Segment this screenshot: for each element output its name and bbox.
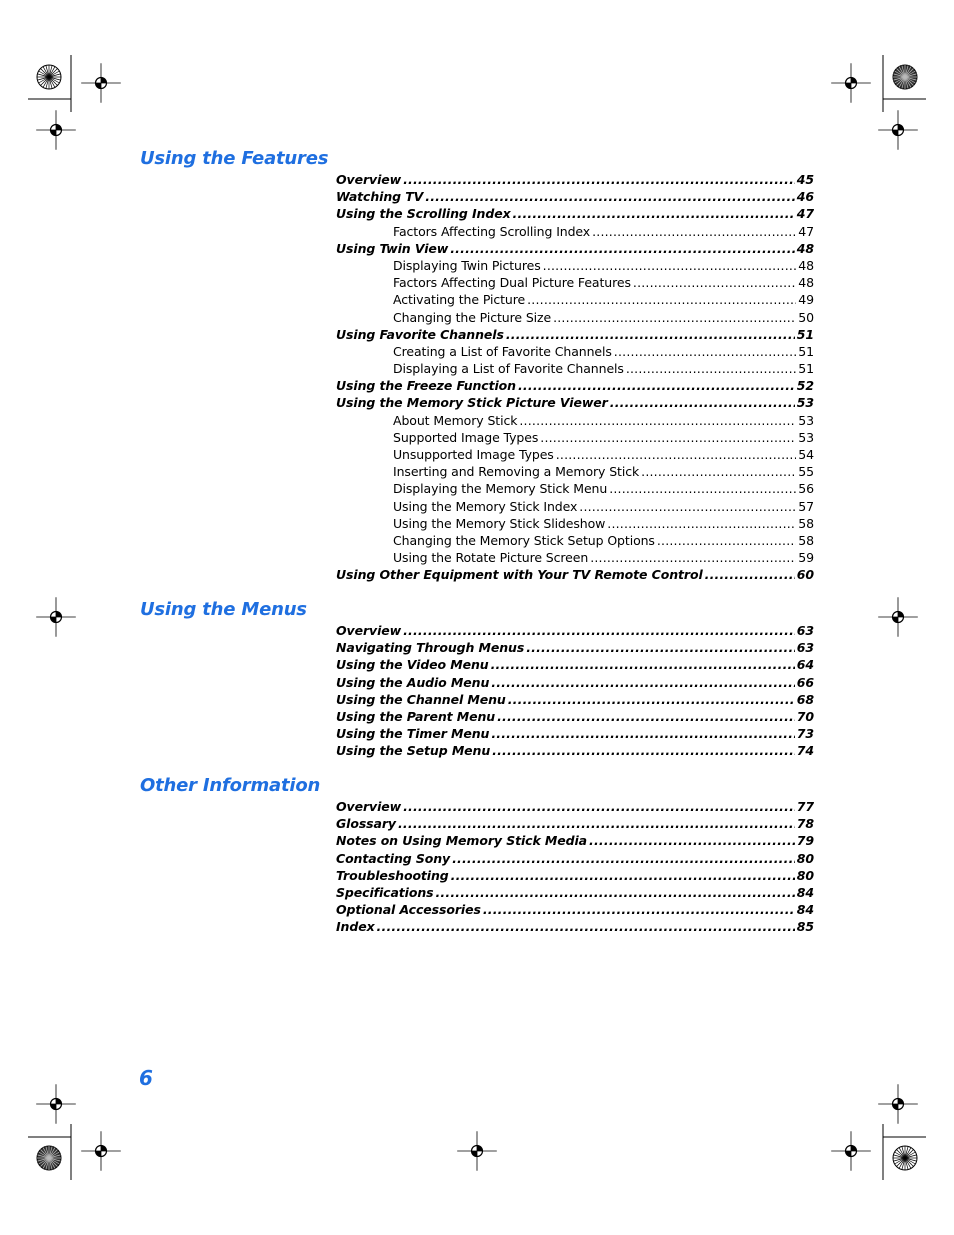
- toc-entry-page: 80: [796, 867, 814, 883]
- toc-entry-page: 48: [796, 240, 814, 256]
- toc-entry-page: 85: [796, 919, 814, 935]
- toc-entry[interactable]: [336, 742, 814, 759]
- toc-list-other-information: [336, 798, 814, 936]
- registration-starburst-icon: [893, 1146, 917, 1170]
- toc-entry-page: 53: [798, 429, 814, 445]
- dot-leader: [398, 815, 795, 832]
- dot-leader: [518, 377, 795, 394]
- dot-leader: [491, 725, 794, 742]
- toc-entry-title: Using Twin View: [336, 240, 449, 256]
- registration-starburst-icon: [893, 65, 917, 89]
- registration-crosshair-icon: [457, 1131, 497, 1171]
- toc-entry[interactable]: [336, 674, 814, 691]
- toc-entry[interactable]: [336, 725, 814, 742]
- toc-entry[interactable]: [336, 446, 814, 463]
- registration-crosshair-icon: [36, 597, 76, 637]
- dot-leader: [425, 188, 795, 205]
- toc-entry[interactable]: [336, 708, 814, 725]
- toc-entry[interactable]: [336, 884, 814, 901]
- dot-leader: [497, 708, 795, 725]
- dot-leader: [403, 798, 795, 815]
- toc-entry-page: 50: [798, 309, 814, 325]
- toc-entry[interactable]: [336, 532, 814, 549]
- toc-entry-title: Using Favorite Channels: [336, 326, 504, 342]
- toc-entry[interactable]: [336, 480, 814, 497]
- toc-entry-title: Displaying Twin Pictures: [393, 257, 541, 273]
- dot-leader: [590, 549, 796, 566]
- toc-entry-title: Index: [336, 919, 375, 935]
- dot-leader: [641, 463, 796, 480]
- toc-entry[interactable]: [336, 188, 814, 205]
- dot-leader: [610, 394, 795, 411]
- toc-entry-page: 51: [798, 361, 814, 377]
- toc-entry[interactable]: [336, 223, 814, 240]
- toc-entry-title: About Memory Stick: [393, 412, 518, 428]
- dot-leader: [626, 360, 796, 377]
- toc-entry[interactable]: [336, 850, 814, 867]
- toc-entry-title: Using the Freeze Function: [336, 378, 516, 394]
- toc-entry[interactable]: [336, 343, 814, 360]
- toc-entry-title: Specifications: [336, 884, 434, 900]
- toc-entry-page: 53: [798, 412, 814, 428]
- registration-crosshair-icon: [831, 1131, 871, 1171]
- dot-leader: [657, 532, 796, 549]
- dot-leader: [450, 240, 795, 257]
- dot-leader: [491, 656, 795, 673]
- registration-crosshair-icon: [831, 63, 871, 103]
- toc-entry-title: Using the Audio Menu: [336, 674, 490, 690]
- toc-entry-title: Supported Image Types: [393, 429, 539, 445]
- toc-entry-page: 58: [798, 532, 814, 548]
- toc-entry[interactable]: [336, 498, 814, 515]
- dot-leader: [543, 257, 797, 274]
- dot-leader: [553, 309, 796, 326]
- dot-leader: [508, 691, 795, 708]
- toc-entry[interactable]: [336, 257, 814, 274]
- toc-entry[interactable]: [336, 867, 814, 884]
- toc-entry[interactable]: [336, 291, 814, 308]
- toc-entry[interactable]: [336, 463, 814, 480]
- dot-leader: [589, 832, 795, 849]
- toc-entry-title: Factors Affecting Scrolling Index: [393, 223, 591, 239]
- toc-entry-page: 51: [798, 343, 814, 359]
- toc-entry[interactable]: [336, 656, 814, 673]
- registration-starburst-icon: [37, 1146, 61, 1170]
- dot-leader: [607, 515, 796, 532]
- toc-entry[interactable]: [336, 429, 814, 446]
- toc-entry-title: Using the Memory Stick Slideshow: [393, 515, 606, 531]
- dot-leader: [519, 412, 796, 429]
- toc-entry-page: 52: [796, 378, 814, 394]
- dot-leader: [592, 223, 796, 240]
- toc-entry[interactable]: [336, 240, 814, 257]
- toc-entry-title: Factors Affecting Dual Picture Features: [393, 275, 631, 291]
- toc-entry[interactable]: [336, 360, 814, 377]
- toc-entry-page: 73: [796, 726, 814, 742]
- toc-entry-title: Contacting Sony: [336, 850, 451, 866]
- toc-entry-title: Glossary: [336, 816, 396, 832]
- dot-leader: [527, 291, 796, 308]
- registration-crosshair-icon: [36, 110, 76, 150]
- toc-entry-title: Using the Setup Menu: [336, 743, 491, 759]
- toc-entry-page: 70: [796, 708, 814, 724]
- toc-entry-title: Using the Timer Menu: [336, 726, 490, 742]
- section-title-menus: Using the Menus: [140, 599, 307, 620]
- page-number: 6: [139, 1066, 153, 1090]
- toc-entry-title: Unsupported Image Types: [393, 447, 554, 462]
- toc-entry-title: Overview: [336, 623, 402, 638]
- toc-entry-page: 55: [798, 464, 814, 480]
- toc-entry[interactable]: [336, 639, 814, 656]
- toc-entry[interactable]: [336, 394, 814, 411]
- dot-leader: [403, 171, 795, 188]
- toc-entry-page: 57: [798, 498, 814, 514]
- dot-leader: [452, 850, 795, 867]
- toc-entry-title: Using the Memory Stick Index: [393, 498, 578, 514]
- registration-crosshair-icon: [878, 110, 918, 150]
- toc-list-menus: [336, 622, 814, 760]
- toc-entry-page: 45: [796, 172, 814, 187]
- toc-entry-title: Watching TV: [336, 189, 424, 205]
- toc-entry-title: Using the Parent Menu: [336, 708, 496, 724]
- toc-entry-page: 54: [798, 447, 814, 462]
- toc-entry[interactable]: [336, 832, 814, 849]
- toc-entry-page: 59: [798, 550, 814, 566]
- toc-entry-title: Optional Accessories: [336, 902, 481, 918]
- dot-leader: [491, 674, 795, 691]
- toc-entry[interactable]: [336, 274, 814, 291]
- dot-leader: [540, 429, 796, 446]
- toc-entry-page: 63: [796, 623, 814, 638]
- toc-entry[interactable]: [336, 326, 814, 343]
- dot-leader: [492, 742, 795, 759]
- registration-crosshair-icon: [36, 1084, 76, 1124]
- dot-leader: [633, 274, 796, 291]
- toc-entry-page: 58: [798, 515, 814, 531]
- toc-entry[interactable]: [336, 566, 814, 583]
- toc-entry-page: 68: [796, 691, 814, 707]
- toc-entry-title: Using the Memory Stick Picture Viewer: [336, 395, 608, 411]
- toc-list-features: [336, 171, 814, 584]
- registration-crosshair-icon: [878, 1084, 918, 1124]
- toc-entry-page: 47: [796, 206, 814, 222]
- toc-entry-page: 46: [796, 189, 814, 205]
- registration-crosshair-icon: [81, 63, 121, 103]
- toc-entry[interactable]: [336, 412, 814, 429]
- toc-entry-title: Displaying a List of Favorite Channels: [393, 361, 624, 377]
- toc-entry-title: Overview: [336, 799, 402, 814]
- toc-entry[interactable]: [336, 515, 814, 532]
- toc-entry-title: Changing the Memory Stick Setup Options: [393, 532, 655, 548]
- dot-leader: [526, 639, 795, 656]
- toc-entry-page: 48: [798, 275, 814, 291]
- registration-crosshair-icon: [878, 597, 918, 637]
- dot-leader: [377, 918, 795, 935]
- dot-leader: [451, 867, 795, 884]
- section-title-features: Using the Features: [140, 148, 329, 169]
- toc-entry-page: 84: [796, 884, 814, 900]
- dot-leader: [556, 446, 797, 463]
- toc-entry-title: Navigating Through Menus: [336, 640, 525, 656]
- toc-entry-title: Using the Scrolling Index: [336, 206, 511, 222]
- toc-entry-page: 84: [796, 902, 814, 918]
- toc-entry[interactable]: [336, 622, 814, 639]
- toc-entry-page: 51: [796, 326, 814, 342]
- toc-entry[interactable]: [336, 171, 814, 188]
- toc-entry[interactable]: [336, 798, 814, 815]
- dot-leader: [403, 622, 795, 639]
- toc-entry-page: 49: [798, 292, 814, 308]
- dot-leader: [435, 884, 794, 901]
- toc-entry-title: Activating the Picture: [393, 292, 526, 308]
- registration-starburst-icon: [37, 65, 61, 89]
- toc-entry[interactable]: [336, 901, 814, 918]
- dot-leader: [705, 566, 795, 583]
- toc-entry-page: 80: [796, 850, 814, 866]
- toc-entry-page: 48: [798, 257, 814, 273]
- toc-entry-title: Using the Channel Menu: [336, 691, 506, 707]
- toc-entry-page: 53: [796, 395, 814, 411]
- toc-entry[interactable]: [336, 549, 814, 566]
- toc-entry-title: Overview: [336, 172, 402, 187]
- toc-entry[interactable]: [336, 205, 814, 222]
- toc-entry-title: Troubleshooting: [336, 867, 449, 883]
- toc-entry-page: 79: [796, 833, 814, 849]
- toc-entry[interactable]: [336, 815, 814, 832]
- toc-entry-page: 66: [796, 674, 814, 690]
- dot-leader: [579, 498, 796, 515]
- toc-entry[interactable]: [336, 309, 814, 326]
- toc-entry[interactable]: [336, 377, 814, 394]
- toc-entry[interactable]: [336, 691, 814, 708]
- toc-entry-title: Inserting and Removing a Memory Stick: [393, 464, 640, 480]
- registration-crosshair-icon: [81, 1131, 121, 1171]
- dot-leader: [609, 480, 796, 497]
- toc-entry-title: Using the Video Menu: [336, 657, 489, 673]
- toc-entry[interactable]: [336, 918, 814, 935]
- toc-entry-page: 78: [796, 816, 814, 832]
- toc-entry-page: 77: [796, 799, 814, 814]
- toc-entry-page: 74: [796, 743, 814, 759]
- toc-entry-title: Using Other Equipment with Your TV Remote Control: [336, 567, 703, 583]
- toc-entry-title: Creating a List of Favorite Channels: [393, 343, 612, 359]
- dot-leader: [614, 343, 796, 360]
- section-title-other-information: Other Information: [140, 775, 321, 796]
- dot-leader: [483, 901, 795, 918]
- toc-entry-page: 60: [796, 567, 814, 583]
- toc-entry-page: 47: [798, 223, 814, 239]
- toc-entry-title: Using the Rotate Picture Screen: [393, 550, 589, 566]
- toc-entry-page: 64: [796, 657, 814, 673]
- toc-entry-title: Displaying the Memory Stick Menu: [393, 481, 608, 497]
- dot-leader: [513, 205, 795, 222]
- toc-entry-page: 63: [796, 640, 814, 656]
- toc-entry-title: Changing the Picture Size: [393, 309, 552, 325]
- toc-entry-page: 56: [798, 481, 814, 497]
- toc-entry-title: Notes on Using Memory Stick Media: [336, 833, 588, 849]
- dot-leader: [506, 326, 795, 343]
